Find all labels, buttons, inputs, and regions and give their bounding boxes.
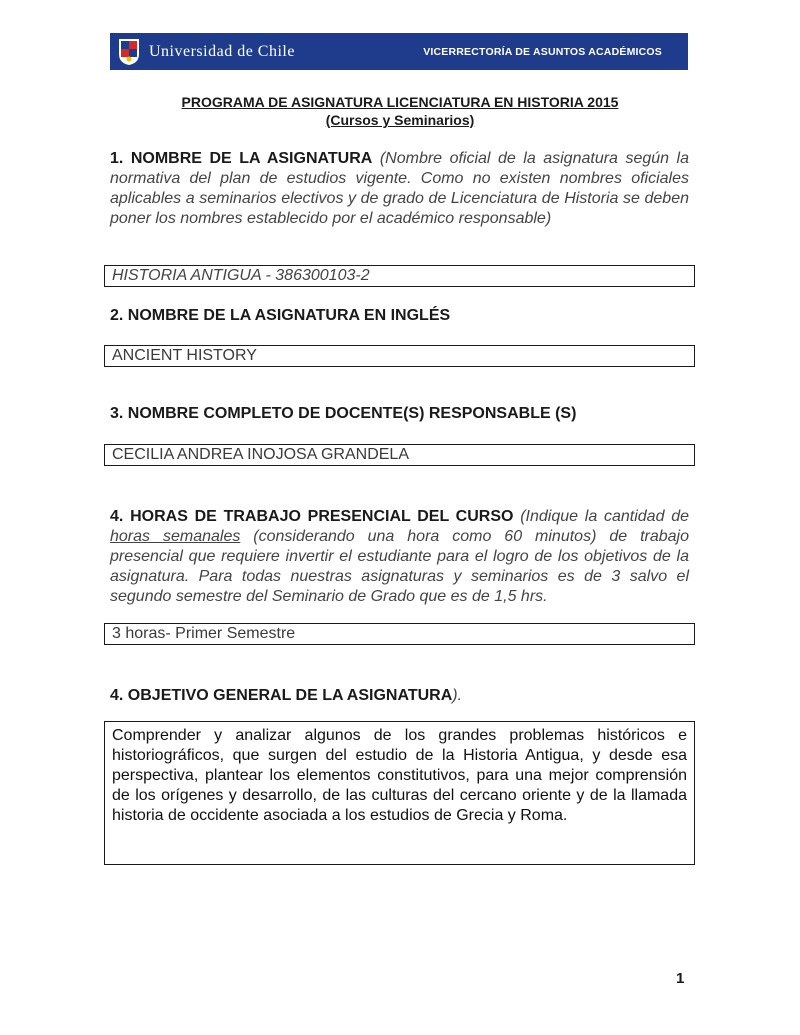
section-2-value bbox=[104, 345, 695, 367]
section-4-value bbox=[104, 623, 695, 645]
university-crest-icon bbox=[118, 38, 140, 66]
section-5-heading: 4. OBJETIVO GENERAL DE LA ASIGNATURA bbox=[110, 687, 453, 704]
section-1 bbox=[110, 149, 689, 229]
section-3 bbox=[110, 404, 689, 424]
section-4-note-b: (considerando una hora como 60 minutos) de trabajo presencial que requiere invertir el estudiante para el logro de los objetivos de la asignatura. Para todas nuestras asignaturas y seminarios es de 3 salvo el segundo semestre del Seminario de Grado que es de 1,5 hrs. bbox=[110, 528, 689, 605]
section-4-note-underlined: horas semanales bbox=[110, 528, 241, 545]
section-3-value bbox=[104, 444, 695, 466]
contact-hours: 3 horas- Primer Semestre bbox=[112, 625, 296, 642]
general-objective: Comprender y analizar algunos de los grandes problemas históricos e historiográficos, que surgen del estudio de la Historia Antigua, y desde esa perspectiva, plantear los elementos constitutivos, para una mejor comprensión de los orígenes y desarrollo, de las culturas del cercano oriente y de la llamada historia de occidente asociada a los estudios de Grecia y Roma. bbox=[112, 727, 687, 824]
university-name: Universidad de Chile bbox=[149, 42, 295, 60]
section-4 bbox=[110, 507, 689, 607]
header-banner bbox=[110, 33, 688, 70]
course-name-english: ANCIENT HISTORY bbox=[112, 347, 257, 364]
section-4-heading: 4. HORAS DE TRABAJO PRESENCIAL DEL CURSO bbox=[110, 508, 514, 525]
section-1-value bbox=[104, 265, 695, 287]
section-5-value bbox=[104, 721, 695, 865]
section-1-note: (Nombre oficial de la asignatura según la normativa del plan de estudios vigente. Como no existen nombres oficiales aplicables a seminarios electivos y de grado de Licenciatura de Historia se deben poner los nombres establecido por el académico responsable) bbox=[110, 150, 690, 227]
section-5-heading-tail: ). bbox=[452, 687, 463, 704]
instructor-name: CECILIA ANDREA INOJOSA GRANDELA bbox=[112, 446, 409, 463]
section-2 bbox=[110, 306, 689, 326]
document-subtitle: (Cursos y Seminarios) bbox=[325, 112, 475, 128]
document-title: PROGRAMA DE ASIGNATURA LICENCIATURA EN HISTORIA 2015 bbox=[181, 94, 619, 110]
vicerrectoria-label: VICERRECTORÍA DE ASUNTOS ACADÉMICOS bbox=[423, 45, 662, 58]
section-1-heading: 1. NOMBRE DE LA ASIGNATURA bbox=[110, 150, 373, 167]
course-name: HISTORIA ANTIGUA - 386300103-2 bbox=[112, 267, 370, 284]
section-3-heading: 3. NOMBRE COMPLETO DE DOCENTE(S) RESPONSABLE (S) bbox=[110, 405, 577, 422]
page-number: 1 bbox=[676, 970, 685, 987]
section-5 bbox=[110, 686, 689, 706]
section-2-heading: 2. NOMBRE DE LA ASIGNATURA EN INGLÉS bbox=[110, 307, 451, 324]
section-4-note-a: (Indique la cantidad de bbox=[520, 508, 690, 525]
